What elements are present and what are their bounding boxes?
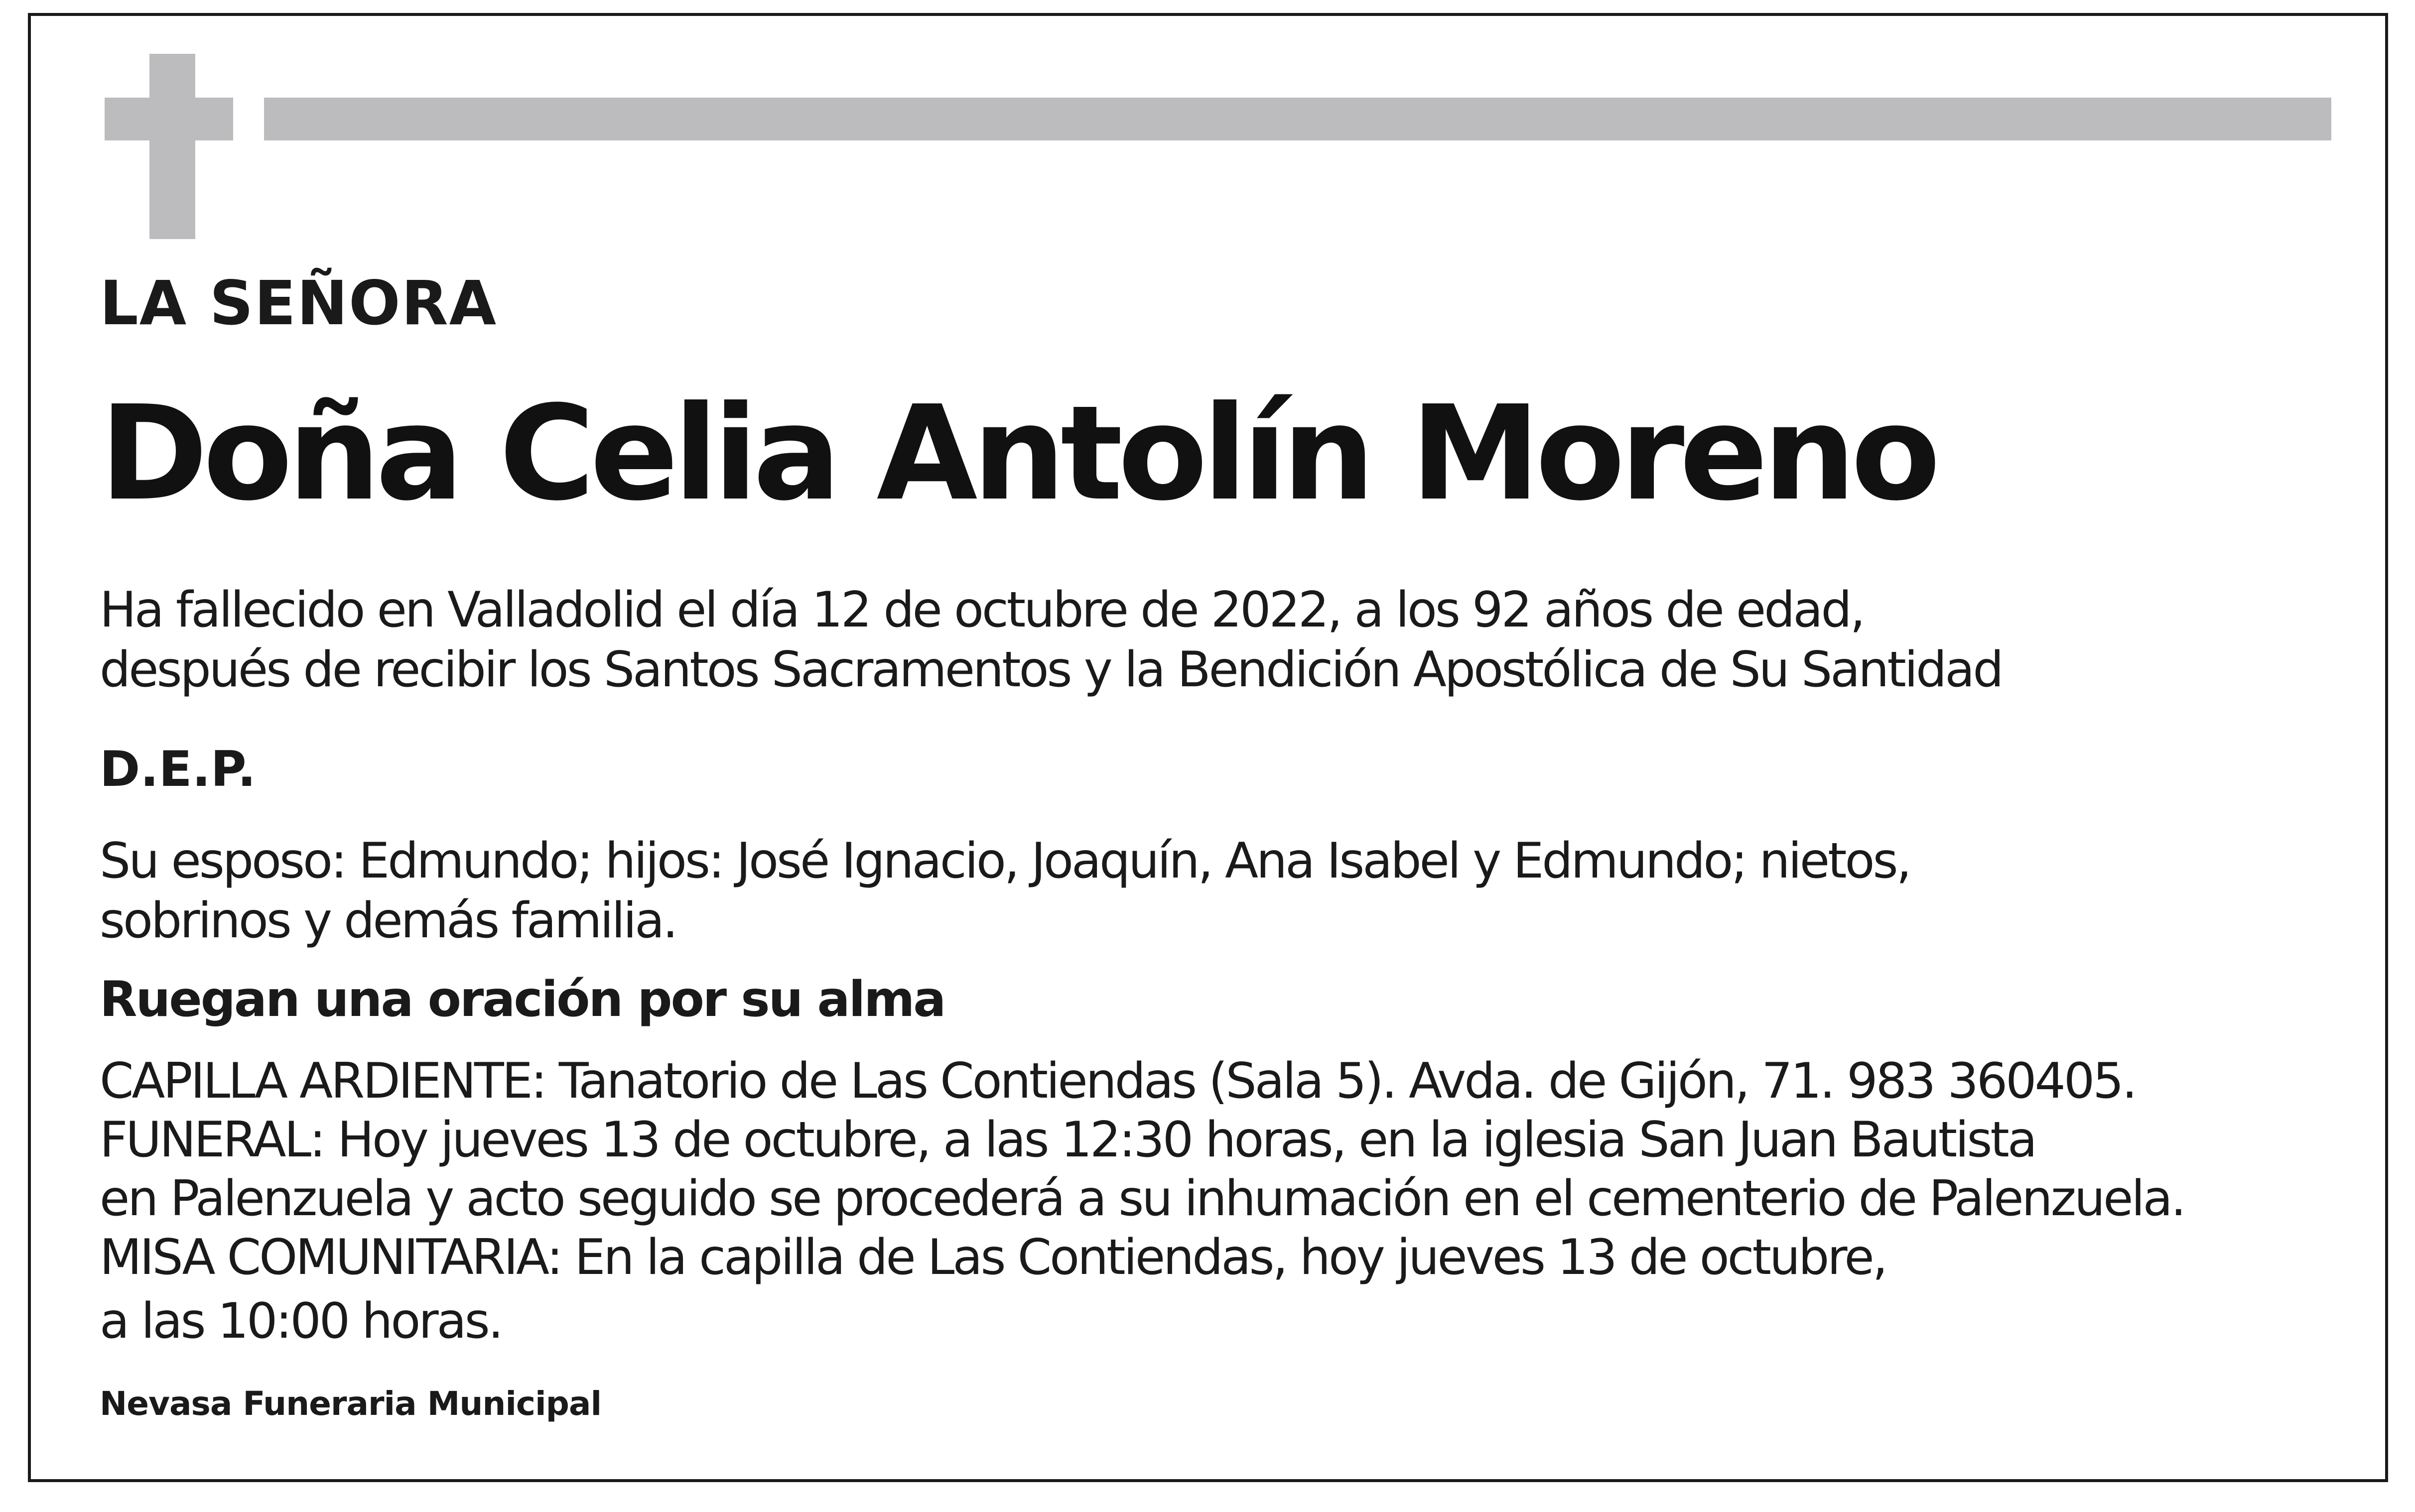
service-line-2: FUNERAL: Hoy jueves 13 de octubre, a las 12:30 horas, en la iglesia San Juan Bautista (100, 1112, 2035, 1168)
family-line-2: sobrinos y demás familia. (100, 892, 676, 949)
family-line-1: Su esposo: Edmundo; hijos: José Ignacio, Joaquín, Ana Isabel y Edmundo; nietos, (100, 833, 1910, 889)
prayer-request: Ruegan una oración por su alma (100, 971, 945, 1028)
service-line-3: en Palenzuela y acto seguido se procederá a su inhumación en el cementerio de Palenzuela. (100, 1170, 2184, 1227)
service-line-4: MISA COMUNITARIA: En la capilla de Las Contiendas, hoy jueves 13 de octubre, (100, 1229, 1886, 1286)
funeral-home-name: Nevasa Funeraria Municipal (100, 1385, 602, 1423)
service-line-5: a las 10:00 horas. (100, 1293, 502, 1350)
death-details-line-2: después de recibir los Santos Sacramentos y la Bendición Apostólica de Su Santidad (100, 641, 2002, 698)
death-details-line-1: Ha fallecido en Valladolid el día 12 de octubre de 2022, a los 92 años de edad, (100, 582, 1864, 638)
service-line-1: CAPILLA ARDIENTE: Tanatorio de Las Contiendas (Sala 5). Avda. de Gijón, 71. 983 360405. (100, 1053, 2136, 1110)
cross-icon-vertical (149, 54, 195, 239)
dep-label: D.E.P. (100, 741, 256, 798)
header-rule (264, 98, 2331, 140)
cross-icon-horizontal (105, 98, 233, 140)
deceased-name: Doña Celia Antolín Moreno (100, 378, 1936, 529)
notice-heading: LA SEÑORA (100, 268, 498, 339)
